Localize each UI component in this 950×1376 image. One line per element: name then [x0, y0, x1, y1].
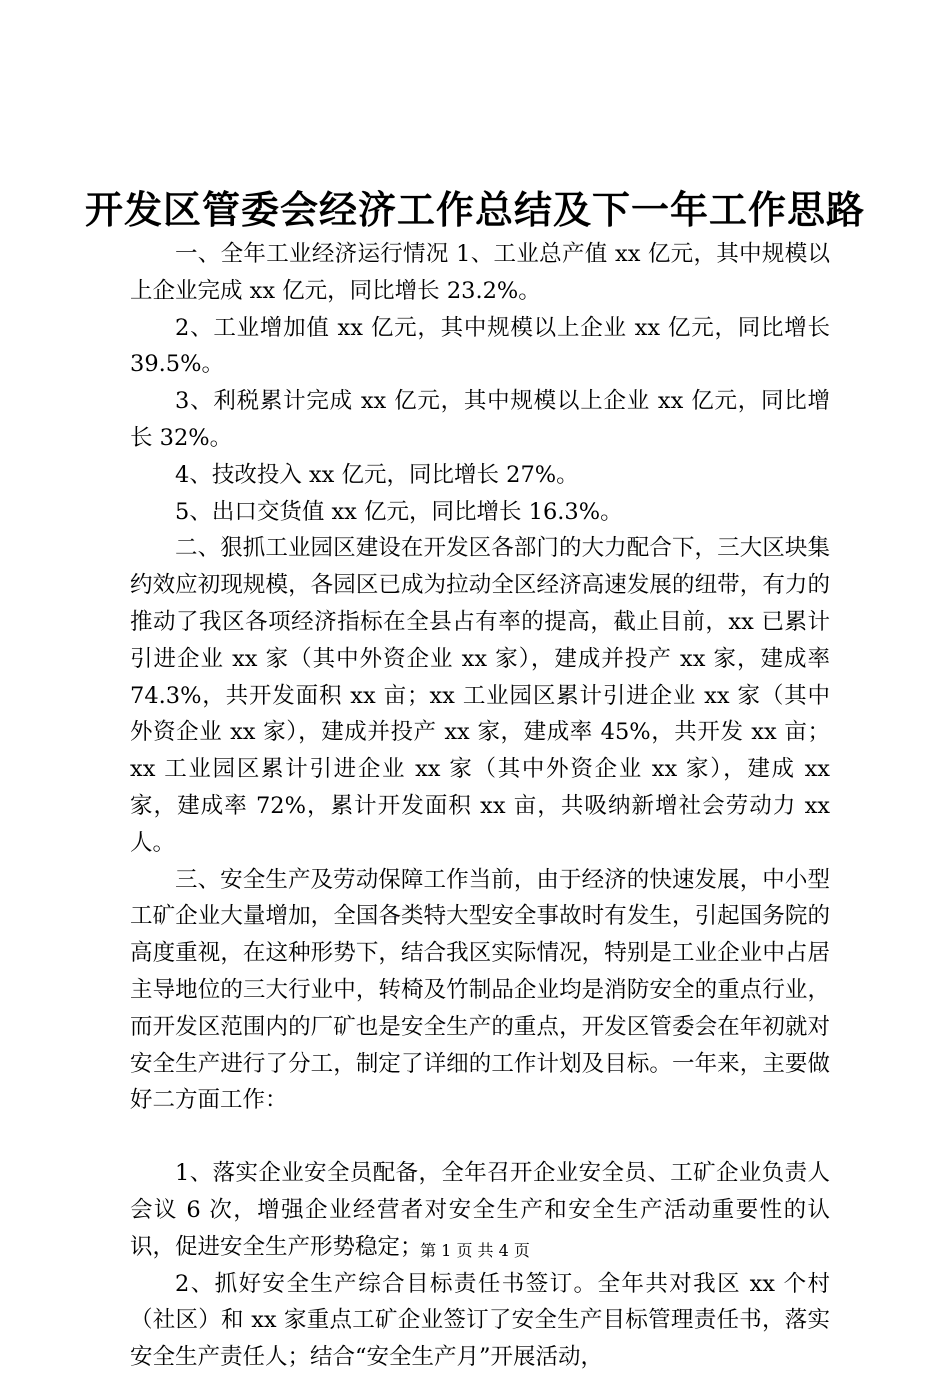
paragraph-export-value: 5、出口交货值 xx 亿元，同比增长 16.3%。 — [175, 498, 623, 525]
paragraph-industry-overview: 一、全年工业经济运行情况 1、工业总产值 xx 亿元，其中规模以上企业完成 xx 亿元，同比增长 23.2%。 — [130, 241, 830, 304]
paragraph-industrial-parks: 二、狠抓工业园区建设在开发区各部门的大力配合下，三大区块集约效应初现规模，各园区已成为拉动全区经济高速发展的纽带，有力的推动了我区各项经济指标在全县占有率的提高，截止目前，xx 已累计引进企业 xx 家（其中外资企业 xx 家），建成并投产 xx 家，建成率 74.3%，共开发面积 xx 亩；xx 工业园区累计引进企业 xx 家（其中外资企业 xx 家），建成并投产 xx 家，建成率 45%，共开发 xx 亩；xx 工业园区累计引进企业 xx 家（其中外资企业 xx 家），建成 xx 家，建成率 72%，累计开发面积 xx 亩，共吸纳新增社会劳动力 xx 人。 — [130, 535, 830, 856]
paragraph-responsibility-letters: 2、抓好安全生产综合目标责任书签订。全年共对我区 xx 个村（社区）和 xx 家重点工矿企业签订了安全生产目标管理责任书，落实安全生产责任人；结合“安全生产月”开展活动， — [130, 1270, 830, 1371]
document-body — [130, 236, 830, 1376]
paragraph-profit-tax: 3、利税累计完成 xx 亿元，其中规模以上企业 xx 亿元，同比增长 32%。 — [130, 388, 830, 451]
document-title: 开发区管委会经济工作总结及下一年工作思路 — [84, 187, 865, 232]
paragraph-tech-investment: 4、技改投入 xx 亿元，同比增长 27%。 — [175, 461, 579, 488]
paragraph-safety-production: 三、安全生产及劳动保障工作当前，由于经济的快速发展，中小型工矿企业大量增加，全国各类特大型安全事故时有发生，引起国务院的高度重视，在这种形势下，结合我区实际情况，特别是工业企业中占居主导地位的三大行业中，转椅及竹制品企业均是消防安全的重点行业，而开发区范围内的厂矿也是安全生产的重点，开发区管委会在年初就对安全生产进行了分工，制定了详细的工作计划及目标。一年来，主要做好二方面工作： — [130, 866, 830, 1114]
page-number-footer: 第 1 页 共 4 页 — [420, 1241, 530, 1260]
paragraph-safety-officers: 1、落实企业安全员配备，全年召开企业安全员、工矿企业负责人会议 6 次，增强企业经营者对安全生产和安全生产活动重要性的认识，促进安全生产形势稳定； — [130, 1160, 830, 1260]
paragraph-value-added: 2、工业增加值 xx 亿元，其中规模以上企业 xx 亿元，同比增长 39.5%。 — [130, 314, 830, 378]
